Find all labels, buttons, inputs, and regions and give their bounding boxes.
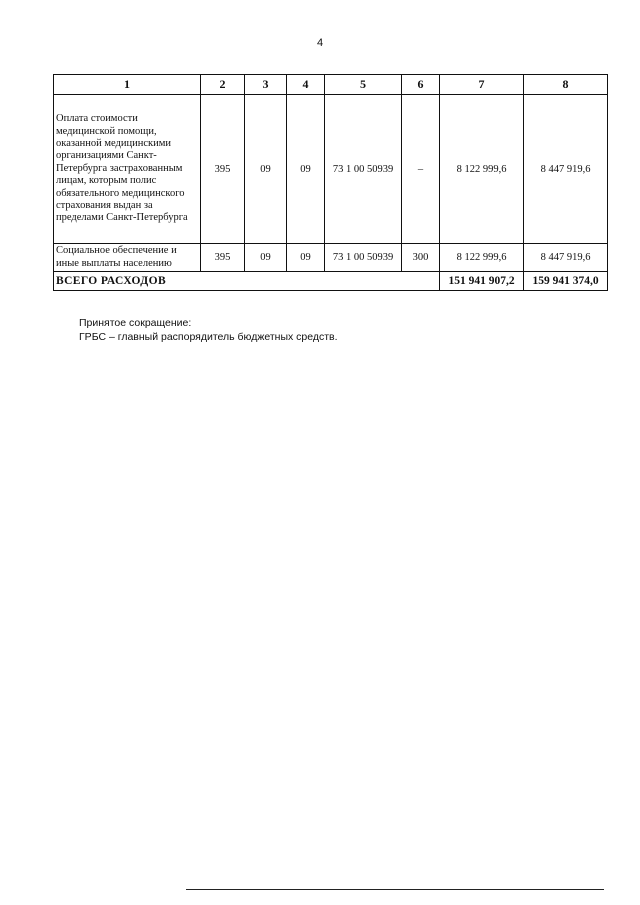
page-number: 4: [316, 37, 324, 49]
row-target-code: 73 1 00 50939: [325, 244, 402, 272]
row-description: Социальное обеспечение и иные выплаты населению: [54, 244, 201, 272]
abbreviation-note-text: ГРБС – главный распорядитель бюджетных средств.: [79, 331, 338, 343]
total-amount-col7: 151 941 907,2: [440, 272, 524, 291]
row-grbs-code: 395: [201, 244, 245, 272]
table-row: [54, 95, 608, 244]
row-description: Оплата стоимости медицинской помощи, оказанной медицинскими организациями Санкт-Петербурга застрахованным лицам, которым полис обязательного медицинского страхования выдан за пределами Санкт-Петербурга: [54, 95, 201, 244]
column-header-8: 8: [524, 75, 608, 95]
row-expense-type: –: [402, 95, 440, 244]
table-row: [54, 244, 608, 272]
column-header-2: 2: [201, 75, 245, 95]
row-amount-col7: 8 122 999,6: [440, 95, 524, 244]
abbreviation-note-title: Принятое сокращение:: [79, 317, 192, 329]
row-section-code: 09: [245, 244, 287, 272]
column-header-3: 3: [245, 75, 287, 95]
total-label: ВСЕГО РАСХОДОВ: [54, 272, 440, 291]
row-subsection-code: 09: [287, 95, 325, 244]
table-header-row: [54, 75, 608, 95]
row-expense-type: 300: [402, 244, 440, 272]
row-grbs-code: 395: [201, 95, 245, 244]
row-amount-col8: 8 447 919,6: [524, 95, 608, 244]
budget-table: [53, 74, 608, 291]
row-section-code: 09: [245, 95, 287, 244]
row-subsection-code: 09: [287, 244, 325, 272]
column-header-6: 6: [402, 75, 440, 95]
column-header-4: 4: [287, 75, 325, 95]
row-amount-col8: 8 447 919,6: [524, 244, 608, 272]
column-header-5: 5: [325, 75, 402, 95]
footer-divider: [186, 889, 604, 890]
row-amount-col7: 8 122 999,6: [440, 244, 524, 272]
total-amount-col8: 159 941 374,0: [524, 272, 608, 291]
total-row: [54, 272, 608, 291]
row-target-code: 73 1 00 50939: [325, 95, 402, 244]
column-header-1: 1: [54, 75, 201, 95]
column-header-7: 7: [440, 75, 524, 95]
